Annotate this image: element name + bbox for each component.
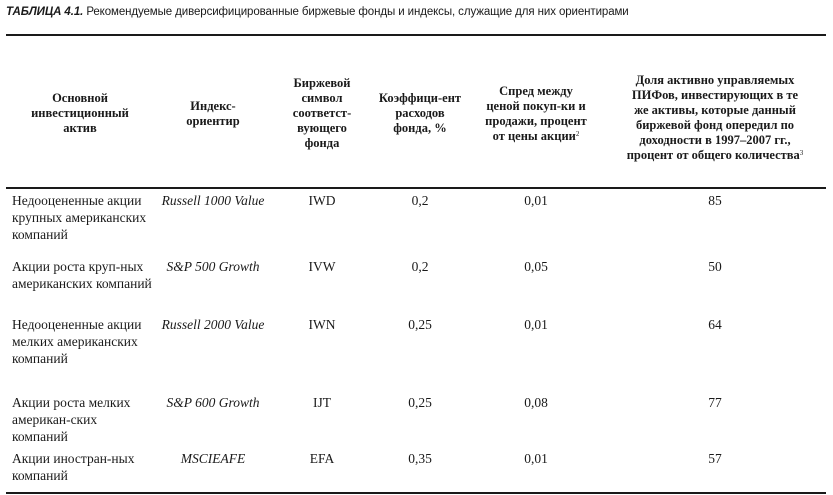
cell-share: 57 (708, 451, 722, 466)
cell-expense: 0,25 (408, 395, 432, 410)
header-index: Индекс-ориентир (186, 98, 240, 128)
table-caption-label: ТАБЛИЦА 4.1. (6, 6, 84, 18)
header-share (604, 36, 826, 187)
cell-asset: Недооцененные акции крупных американских компаний (12, 193, 147, 242)
table-row (6, 187, 826, 256)
cell-share: 77 (708, 395, 722, 410)
cell-asset: Акции роста мелких американ-ских компаний (12, 395, 131, 444)
cell-asset: Акции роста круп-ных американских компаний (12, 259, 152, 291)
header-expense: Коэффици-ент расходов фонда, % (378, 91, 462, 135)
cell-symbol: EFA (309, 451, 335, 466)
header-share-note: 3 (799, 148, 804, 157)
table-row (6, 312, 826, 388)
cell-index: MSCIEAFE (180, 451, 246, 466)
cell-index: Russell 1000 Value (161, 193, 265, 208)
table-caption-text: Рекомендуемые диверсифицированные биржевые фонды и индексы, служащие для них ориентирами (83, 6, 629, 18)
cell-asset: Недооцененные акции мелких американских компаний (12, 317, 142, 366)
header-asset: Основной инвестиционный актив (31, 91, 129, 135)
etf-table (6, 36, 826, 486)
cell-spread: 0,01 (524, 193, 548, 208)
header-share-text: Доля активно управляемых ПИФов, инвестирующих в те же активы, которые данный биржевой фонд опередил по доходности в 1997–2007 гг., процент от общего количества (626, 72, 800, 162)
cell-symbol: IWN (308, 317, 336, 332)
cell-expense: 0,2 (411, 193, 429, 208)
cell-spread: 0,05 (524, 259, 548, 274)
cell-asset: Акции иностран-ных компаний (12, 451, 135, 483)
cell-symbol: IVW (308, 259, 336, 274)
cell-spread: 0,08 (524, 395, 548, 410)
cell-share: 50 (708, 259, 722, 274)
cell-share: 64 (708, 317, 722, 332)
cell-expense: 0,25 (408, 317, 432, 332)
header-symbol: Биржевой символ соответст-вующего фонда (292, 76, 352, 150)
cell-index: S&P 500 Growth (166, 259, 260, 274)
header-spread (468, 36, 604, 187)
cell-expense: 0,2 (411, 259, 429, 274)
table-row (6, 256, 826, 312)
table-row (6, 446, 826, 486)
cell-spread: 0,01 (524, 317, 548, 332)
cell-share: 85 (708, 193, 722, 208)
cell-expense: 0,35 (408, 451, 432, 466)
table-header-row (6, 36, 826, 187)
cell-symbol: IJT (313, 395, 331, 410)
table-caption (6, 6, 629, 18)
cell-symbol: IWD (308, 193, 336, 208)
cell-index: S&P 600 Growth (166, 395, 260, 410)
cell-index: Russell 2000 Value (161, 317, 265, 332)
table-row (6, 388, 826, 446)
bottom-rule (6, 492, 826, 494)
cell-spread: 0,01 (524, 451, 548, 466)
header-spread-note: 2 (575, 129, 580, 138)
header-spread-text: Спред между ценой покуп-ки и продажи, процент от цены акции (485, 83, 587, 143)
